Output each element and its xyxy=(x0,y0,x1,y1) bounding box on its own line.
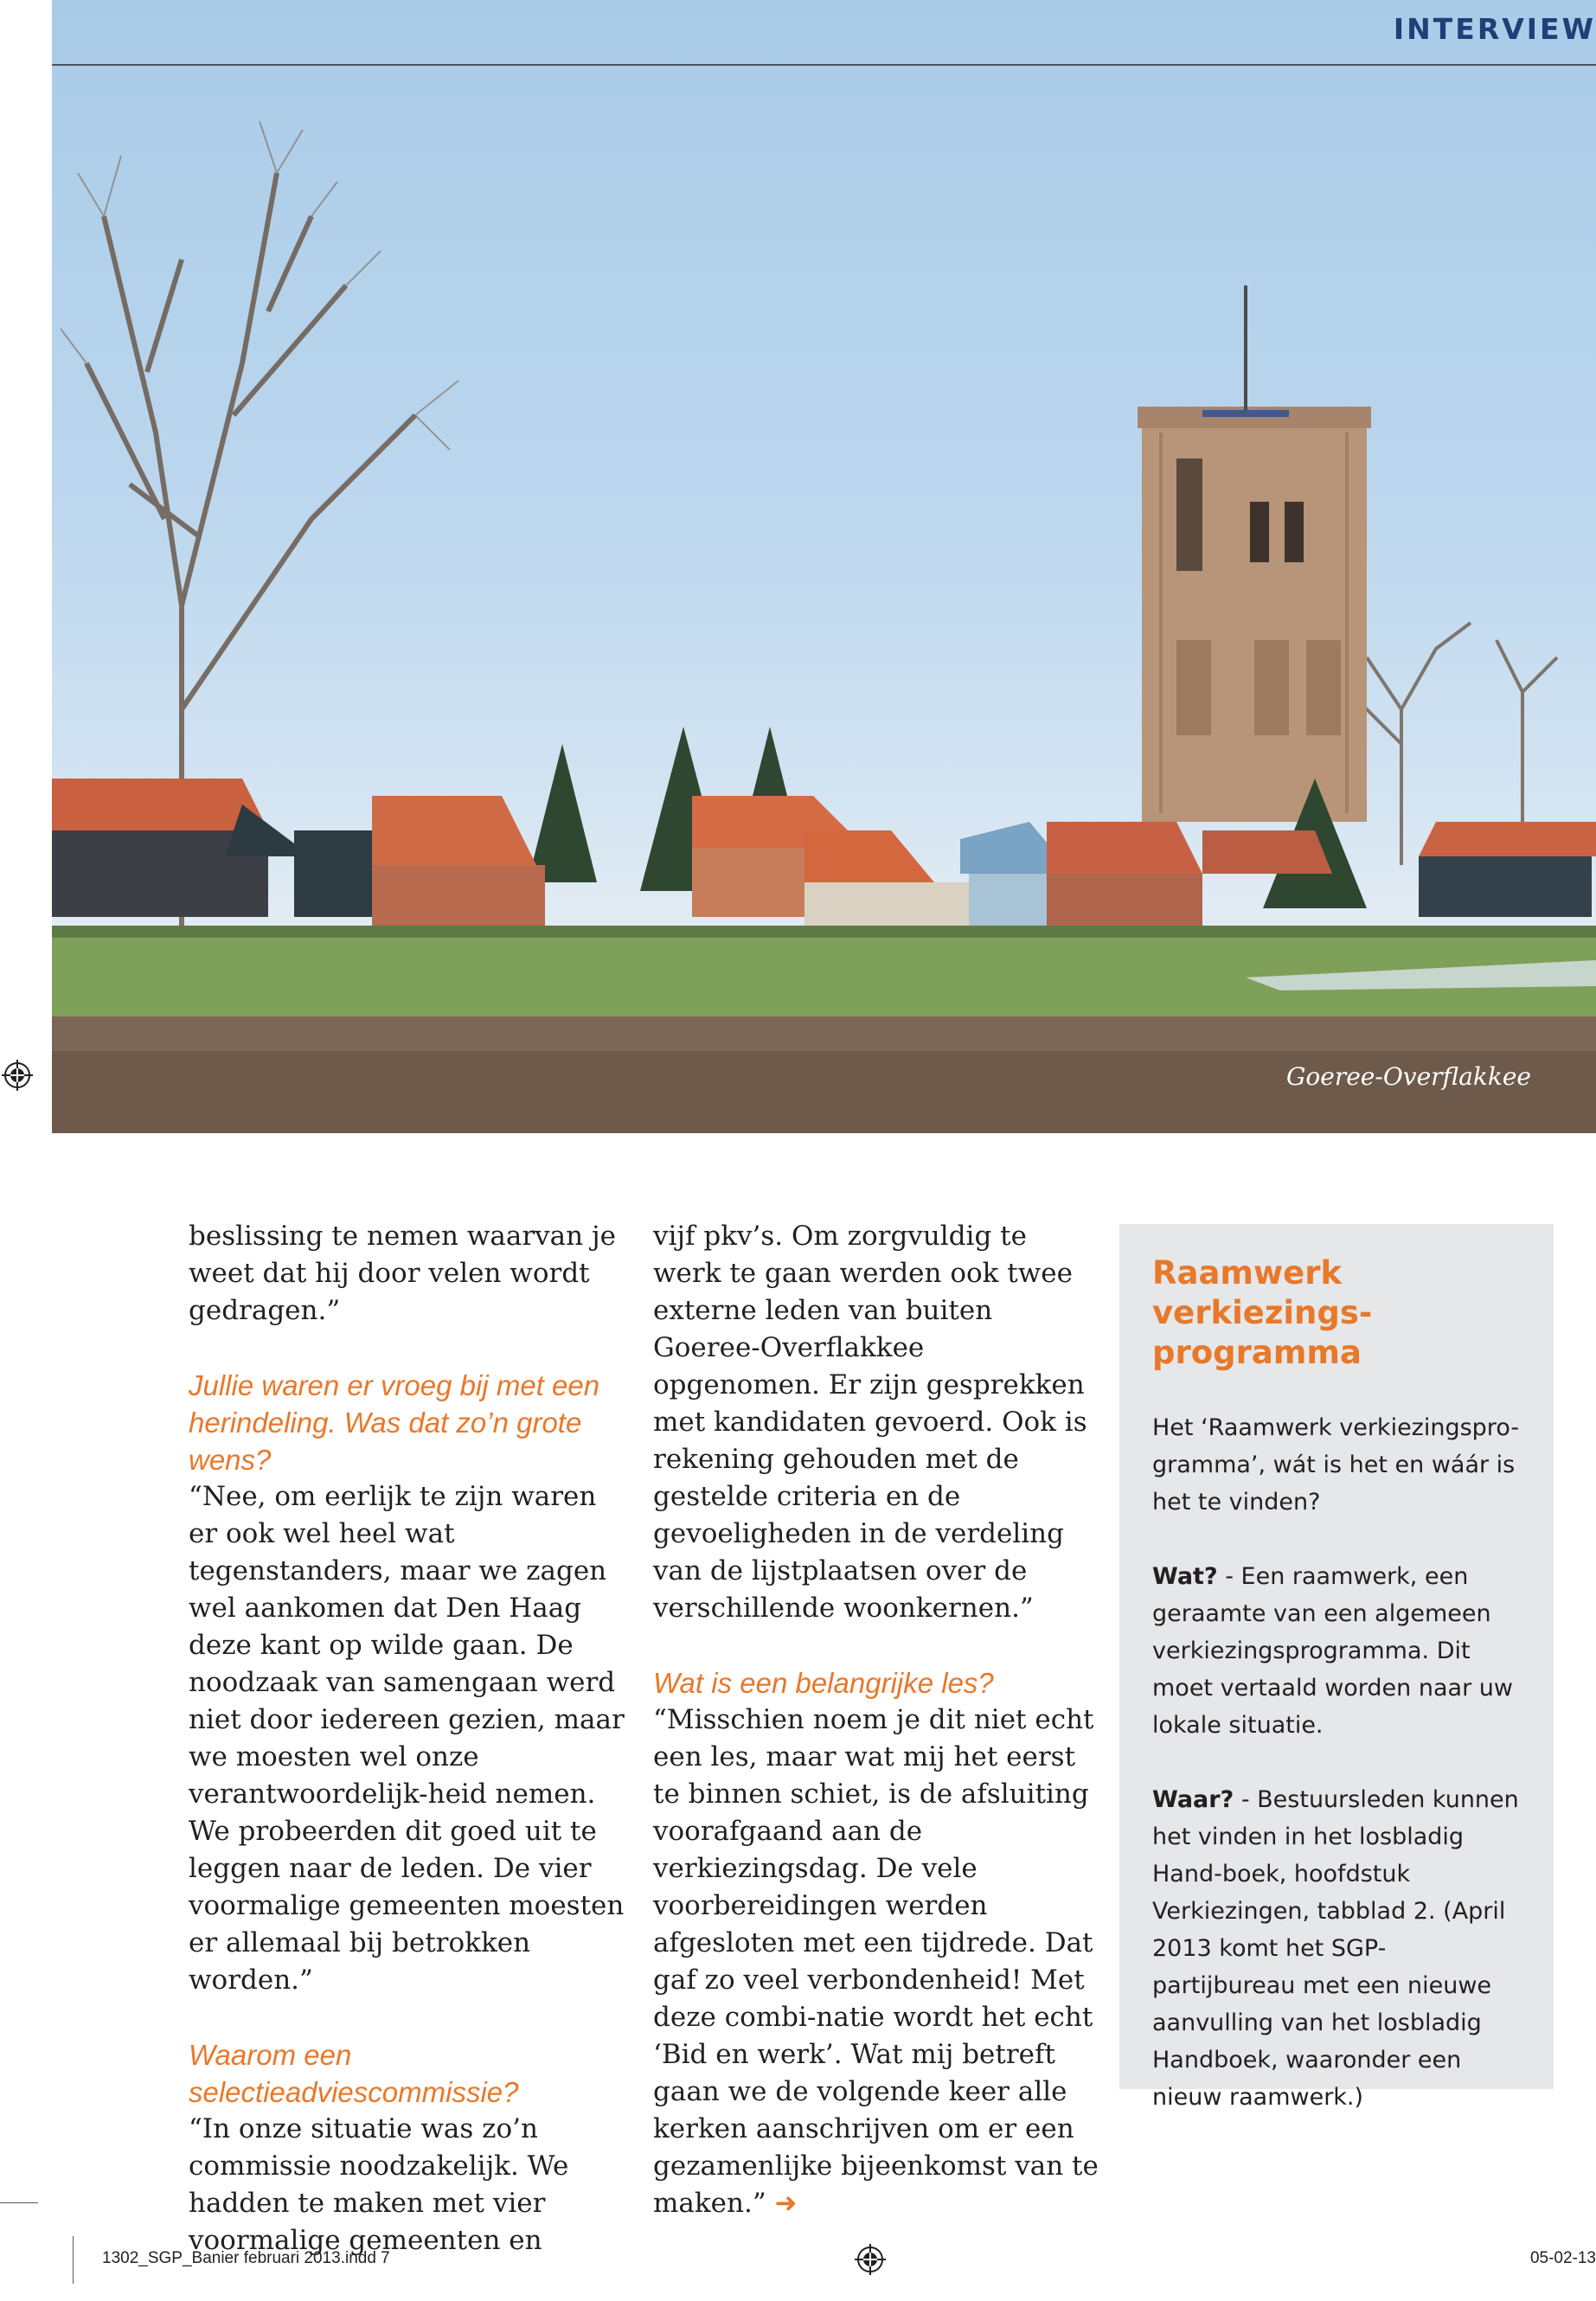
sidebar-title: Raamwerk verkiezings-programma xyxy=(1152,1254,1373,1371)
paragraph: “Nee, om eerlijk te zijn waren er ook wel heel wat tegenstanders, maar we zagen wel aankomen dat Den Haag deze kant op wilde gaan. De noodzaak van samengaan werd niet door iedereen gezien, maar we moesten wel onze verantwoordelijk-heid nemen. We probeerden dit goed uit te leggen naar de leden. De vier voormalige gemeenten moesten er allemaal bij betrokken worden.” xyxy=(189,1481,625,1996)
header-rule xyxy=(52,64,1596,66)
continue-arrow-icon: ➜ xyxy=(774,2188,798,2219)
interview-question: Waarom een selectieadviescommissie? xyxy=(189,2039,519,2108)
paragraph: vijf pkv’s. Om zorgvuldig te werk te gaan werden ook twee externe leden van buiten Goeree-Overflakkee opgenomen. Er zijn gesprekken met kandidaten gevoerd. Ook is rekening gehouden met de gestelde criteria en de gevoeligheden in de verdeling van de lijstplaatsen over de verschillende woonkernen.” xyxy=(653,1221,1087,1624)
article-column-left xyxy=(189,1218,630,2259)
interview-question: Wat is een belangrijke les? xyxy=(653,1667,994,1699)
sidebar-waar-label: Waar? xyxy=(1152,1786,1234,1813)
photo-caption: Goeree-Overflakkee xyxy=(1286,1062,1531,1091)
header-photo xyxy=(52,0,1596,1133)
sidebar-intro: Het ‘Raamwerk verkiezingspro-gramma’, wát is het en wáár is het te vinden? xyxy=(1152,1414,1520,1516)
sidebar-body xyxy=(1152,1409,1528,2116)
church-tower xyxy=(1138,285,1371,822)
paragraph: beslissing te nemen waarvan je weet dat hij door velen wordt gedragen.” xyxy=(189,1221,616,1326)
sidebar-waar-text: - Bestuursleden kunnen het vinden in het losbladig Hand-boek, hoofdstuk Verkiezingen, tabblad 2. (April 2013 komt het SGP-partijbureau met een nieuwe aanvulling van het losbladig Handboek, waaronder een nieuw raamwerk.) xyxy=(1152,1786,1519,2111)
sidebar-box xyxy=(1119,1224,1554,2111)
sidebar-wat-label: Wat? xyxy=(1152,1563,1218,1590)
footer-divider xyxy=(73,2236,74,2284)
interview-question: Jullie waren er vroeg bij met een herindeling. Was dat zo’n grote wens? xyxy=(189,1369,600,1476)
article-column-middle xyxy=(653,1218,1099,2222)
paragraph-text: “Misschien noem je dit niet echt een les, maar wat mij het eerst te binnen schiet, is de afsluiting voorafgaand aan de verkiezingsdag. De vele voorbereidingen werden afgesloten met een tijdrede. Dat gaf zo veel verbondenheid! Met deze combi-natie wordt het echt ‘Bid en werk’. Wat mij betreft gaan we de volgende keer alle kerken aanschrijven om er een gezamenlijke bijeenkomst van te maken.” xyxy=(653,1704,1099,2219)
sidebar-waar xyxy=(1152,1781,1528,2116)
sidebar-wat-text: - Een raamwerk, een geraamte van een algemeen verkiezingsprogramma. Dit moet vertaald worden naar uw lokale situatie. xyxy=(1152,1563,1513,1739)
footer-crop-line xyxy=(0,2202,38,2203)
footer-file-info: 1302_SGP_Banier februari 2013.indd 7 xyxy=(102,2249,390,2267)
paragraph: “In onze situatie was zo’n commissie noodzakelijk. We hadden te maken met vier voormalige gemeenten en xyxy=(189,2113,569,2256)
sidebar-wat xyxy=(1152,1558,1528,1744)
landscape-illustration xyxy=(52,0,1596,1133)
paragraph xyxy=(653,1702,1099,2222)
footer-date: 05-02-13 xyxy=(1529,2249,1596,2267)
registration-mark-icon xyxy=(855,2244,886,2275)
section-label: INTERVIEW xyxy=(1393,12,1596,46)
registration-mark-icon xyxy=(2,1060,33,1091)
